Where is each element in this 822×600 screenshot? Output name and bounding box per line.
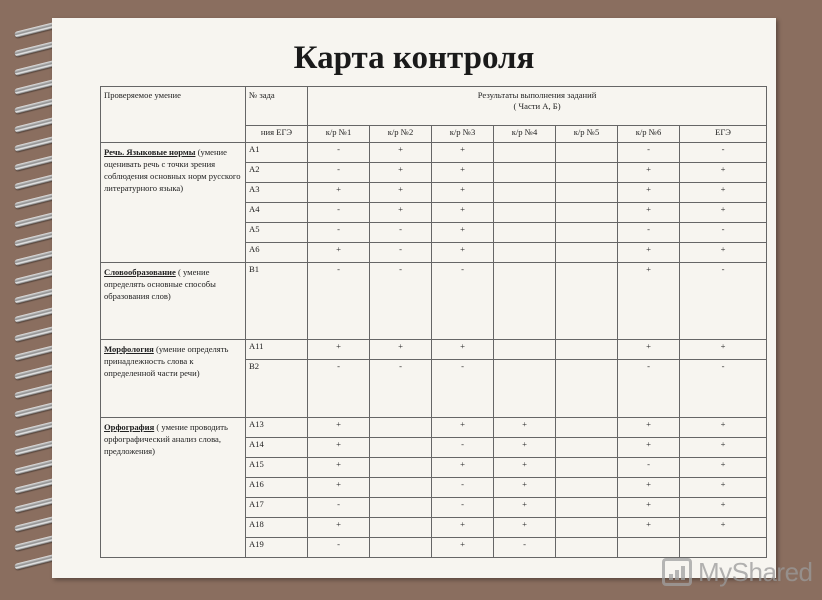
result-mark: + [308,518,370,538]
task-number: А11 [246,340,308,360]
result-mark: + [432,163,494,183]
result-mark [494,243,556,263]
result-mark: - [494,538,556,558]
result-mark: - [308,163,370,183]
result-mark [494,223,556,243]
result-mark: - [432,478,494,498]
result-mark [618,538,680,558]
table-row [101,143,767,163]
table-row [101,418,767,438]
result-mark: + [618,438,680,458]
result-mark [556,203,618,223]
result-mark [370,438,432,458]
result-mark: + [680,163,767,183]
result-mark: + [308,183,370,203]
result-mark [556,538,618,558]
watermark-text: MyShared [698,557,813,587]
header-col-2: к/р №2 [370,126,432,143]
result-mark: + [370,203,432,223]
result-mark: - [432,360,494,418]
task-number: В1 [246,263,308,340]
result-mark: - [308,263,370,340]
result-mark [494,163,556,183]
result-mark [556,518,618,538]
result-mark: - [308,498,370,518]
result-mark [494,143,556,163]
task-number: А18 [246,518,308,538]
result-mark [556,478,618,498]
header-results [308,87,767,126]
result-mark: + [308,418,370,438]
result-mark: + [432,143,494,163]
result-mark: - [370,263,432,340]
result-mark [556,458,618,478]
task-number: А1 [246,143,308,163]
skill-cell [101,263,246,340]
control-table [100,86,767,558]
result-mark: - [432,498,494,518]
result-mark: + [618,203,680,223]
result-mark: + [618,183,680,203]
result-mark: - [308,223,370,243]
result-mark: + [494,418,556,438]
result-mark [494,360,556,418]
header-col-4: к/р №4 [494,126,556,143]
result-mark: - [432,438,494,458]
result-mark: + [680,203,767,223]
skill-name: Речь. Языковые нормы [104,147,196,157]
result-mark: + [680,243,767,263]
result-mark: + [308,438,370,458]
result-mark: - [680,143,767,163]
result-mark: - [308,360,370,418]
result-mark [494,183,556,203]
task-number: А14 [246,438,308,458]
result-mark: - [432,263,494,340]
result-mark: + [432,518,494,538]
result-mark: + [432,340,494,360]
result-mark: + [308,478,370,498]
result-mark: + [432,538,494,558]
header-results-line1: Результаты выполнения заданий [477,90,597,100]
result-mark: - [370,360,432,418]
result-mark [556,263,618,340]
task-number: А4 [246,203,308,223]
table-row [101,340,767,360]
result-mark [370,538,432,558]
result-mark: - [370,243,432,263]
result-mark: - [308,203,370,223]
result-mark: - [618,360,680,418]
result-mark: + [494,478,556,498]
result-mark: + [618,498,680,518]
task-number: А19 [246,538,308,558]
result-mark [556,438,618,458]
result-mark [556,340,618,360]
skill-description: (умение оценивать речь с точки зрения соблюдения основных норм русского литературного языка) [104,147,241,193]
header-task-top: № зада [246,87,308,126]
result-mark: + [370,183,432,203]
result-mark: + [680,498,767,518]
result-mark [370,418,432,438]
result-mark: + [308,243,370,263]
result-mark: + [432,458,494,478]
header-col-7: ЕГЭ [680,126,767,143]
skill-cell [101,418,246,558]
task-number: А6 [246,243,308,263]
result-mark [494,340,556,360]
result-mark: - [680,223,767,243]
skill-name: Словообразование [104,267,176,277]
result-mark: + [618,243,680,263]
result-mark: - [680,360,767,418]
task-number: А17 [246,498,308,518]
header-col-1: к/р №1 [308,126,370,143]
result-mark: + [680,183,767,203]
result-mark [556,498,618,518]
task-number: А5 [246,223,308,243]
result-mark: + [618,163,680,183]
header-col-6: к/р №6 [618,126,680,143]
result-mark [370,518,432,538]
result-mark: - [680,263,767,340]
result-mark [556,360,618,418]
watermark [662,556,822,590]
skill-description: ( умение определять основные способы образования слов) [104,267,216,301]
result-mark: + [432,183,494,203]
skill-name: Орфография [104,422,155,432]
result-mark: - [618,458,680,478]
result-mark: - [370,223,432,243]
result-mark [370,478,432,498]
notebook-page [52,18,813,587]
skill-name: Морфология [104,344,154,354]
result-mark: + [494,438,556,458]
result-mark: + [618,340,680,360]
result-mark: + [494,498,556,518]
result-mark: + [618,478,680,498]
task-number: А15 [246,458,308,478]
task-number: В2 [246,360,308,418]
result-mark [556,143,618,163]
header-task-bottom: ния ЕГЭ [246,126,308,143]
header-col-3: к/р №3 [432,126,494,143]
result-mark: + [370,163,432,183]
result-mark: + [618,418,680,438]
result-mark: + [494,518,556,538]
header-results-line2: ( Части А, Б) [513,101,561,111]
result-mark: + [432,223,494,243]
result-mark [494,263,556,340]
result-mark: + [680,340,767,360]
watermark-logo-icon [662,558,692,586]
skill-cell [101,143,246,263]
result-mark: + [680,518,767,538]
result-mark: - [618,143,680,163]
result-mark: + [618,518,680,538]
result-mark: + [680,438,767,458]
header-skill: Проверяемое умение [101,87,246,143]
result-mark: + [680,418,767,438]
page-title: Карта контроля [293,40,535,76]
result-mark: - [308,538,370,558]
result-mark: + [680,478,767,498]
skill-description: ( умение проводить орфографический анализ слова, предложения) [104,422,228,456]
result-mark [556,418,618,438]
result-mark [370,458,432,478]
result-mark: - [618,223,680,243]
result-mark [680,538,767,558]
result-mark: + [308,340,370,360]
result-mark [370,498,432,518]
result-mark: + [432,203,494,223]
result-mark [556,223,618,243]
result-mark: + [432,418,494,438]
task-number: А2 [246,163,308,183]
result-mark: + [370,143,432,163]
result-mark [494,203,556,223]
result-mark [556,183,618,203]
result-mark [556,243,618,263]
result-mark: + [618,263,680,340]
result-mark: + [308,458,370,478]
table-row [101,263,767,340]
result-mark: + [494,458,556,478]
result-mark [556,163,618,183]
header-col-5: к/р №5 [556,126,618,143]
skill-description: (умение определять принадлежность слова к определенной части речи) [104,344,229,378]
task-number: А13 [246,418,308,438]
result-mark: + [680,458,767,478]
result-mark: + [432,243,494,263]
task-number: А3 [246,183,308,203]
result-mark: + [370,340,432,360]
skill-cell [101,340,246,418]
result-mark: - [308,143,370,163]
task-number: А16 [246,478,308,498]
